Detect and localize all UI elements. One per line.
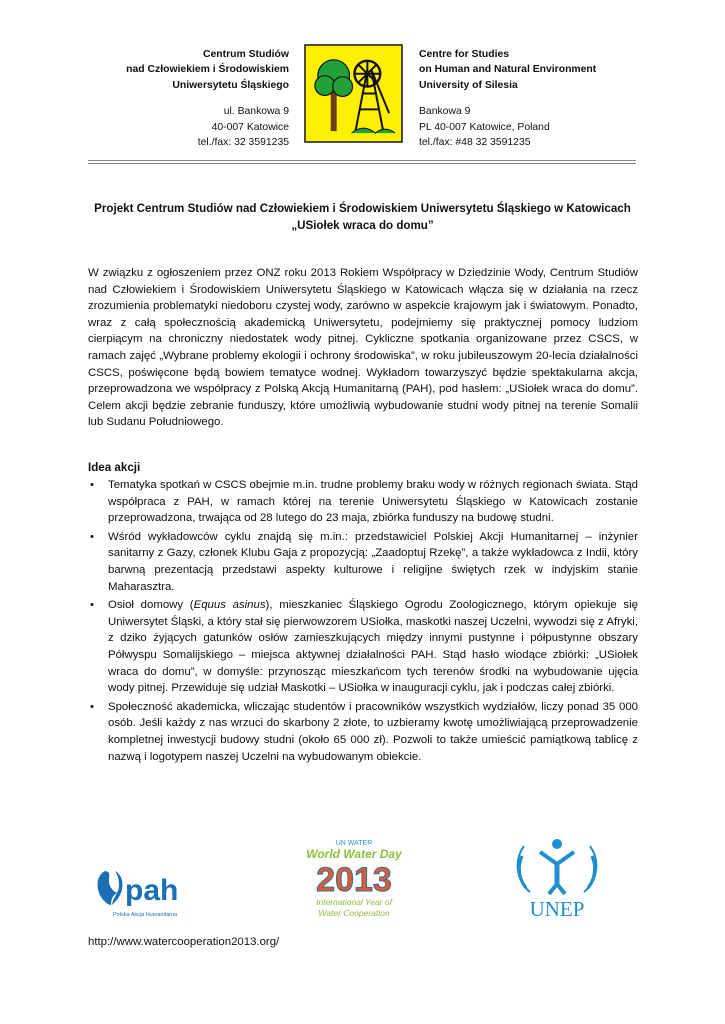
bullet-icon: • xyxy=(90,700,94,713)
address-pl-phone: tel./fax: 32 3591235 xyxy=(197,137,289,149)
wwd-top: UN WATER xyxy=(335,840,373,847)
header-divider-bottom xyxy=(88,163,636,164)
section-heading: Idea akcji xyxy=(88,461,141,474)
institution-name-en-line3: University of Silesia xyxy=(419,79,518,91)
list-item xyxy=(88,699,638,765)
bullet-text-3-post: ), mieszkaniec Śląskiego Ogrodu Zoologicznego, którym opiekuje się Uniwersytet Śląski, a który stał się pierwowzorem USiołka, maskotki naszej Uczelni, wywodzi się z Afryki, z dziko żyjących gatunków osłów zamieszkujących między innymi pustynne i półpustynne obszary Półwyspu Somalijskiego – miejsca aktywnej działalności PAH. Stąd hasło wiodące zbiórki: „USiołek wraca do domu”, w domyśle: przynosząc mieszkańcom tych terenów środki na wybudowanie ujęcia wody pitnej. Przewiduje się udział Maskotki – USiołka w inauguracji cyklu, jak i podczas całej zbiórki. xyxy=(108,599,638,695)
unep-emblem-icon xyxy=(518,839,597,894)
institution-name-en-line2: on Human and Natural Environment xyxy=(419,64,597,76)
institution-name-en-line1: Centre for Studies xyxy=(419,49,510,60)
document-title xyxy=(60,200,665,234)
address-en-street: Bankowa 9 xyxy=(419,106,471,118)
wwd-line1: World Water Day xyxy=(306,847,402,861)
header-right-block xyxy=(419,47,659,150)
intro-paragraph: W związku z ogłoszeniem przez ONZ roku 2013 Rokiem Współpracy w Dziedzinie Wody, Centrum Studiów nad Człowiekiem i Środowiskiem Uniwersytetu Śląskiego w Katowicach włącza się w działania na rzecz zrozumienia problematyki niedoboru czystej wody, zarówno w aspekcie krajowym jak i światowym. Ponadto, wraz z całą społecznością akademicką Uniwersytetu, podejmiemy się praktycznej pomocy ludziom cierpiącym na chroniczny niedostatek wody pitnej. Cykliczne spotkania organizowane przez CSCS, w ramach zajęć „Wybrane problemy ekologii i ochrony środowiska”, w roku jubileuszowym 20-lecia działalności CSCS, poświęcone będą bowiem tematyce wodnej. Wykładom towarzyszyć będzie spektakularna akcja, przeprowadzona we współpracy z Polską Akcją Humanitarną (PAH), pod hasłem: „USiołek wraca do domu”. Celem akcji będzie zebranie funduszy, które umożliwią wybudowanie studni wody pitnej na terenie Somalii lub Sudanu Południowego. xyxy=(88,267,638,429)
bullet-text-4: Społeczność akademicka, wliczając studentów i pracowników wszystkich wydziałów, liczy ponad 35 000 osób. Jeśli każdy z nas wrzuci do skarbony 2 złote, to uzbieramy kwotę umożliwiającą przeprowadzenie kompletnej inwestycji budowy studni (około 65 000 zł). Pozwoli to także umieścić pamiątkową tablicę z nazwą i logotypem naszej Uczelni na wybudowanym obiekcie. xyxy=(108,700,638,763)
bullet-icon: • xyxy=(90,479,94,491)
unep-text: UNEP xyxy=(529,897,585,920)
address-en-phone: tel./fax: #48 32 3591235 xyxy=(419,137,531,149)
bullet-icon: • xyxy=(90,530,94,543)
title-line2: „USiołek wraca do domu” xyxy=(291,219,434,232)
pah-text: pah xyxy=(125,874,179,907)
header-divider-top xyxy=(88,160,636,161)
footer-url[interactable]: http://www.watercooperation2013.org/ xyxy=(88,936,280,948)
wwd-year: 2013 xyxy=(316,861,392,899)
institution-name-pl-line2: nad Człowiekiem i Środowiskiem xyxy=(126,64,289,76)
title-line1: Projekt Centrum Studiów nad Człowiekiem i Środowiskiem Uniwersytetu Śląskiego w Katowicach xyxy=(94,202,631,215)
address-pl-street: ul. Bankowa 9 xyxy=(223,106,289,118)
bullet-text-1: Tematyka spotkań w CSCS obejmie m.in. trudne problemy braku wody w różnych regionach świata. Stąd współpraca z PAH, w ramach której na terenie Uniwersytetu Śląskiego w Katowicach zostanie przeprowadzona, trwająca od 28 lutego do 23 maja, zbiórka funduszy na budowę studni. xyxy=(108,479,638,525)
pah-subtitle: Polska Akcja Humanitarna xyxy=(113,912,178,918)
pah-heart-icon xyxy=(98,871,123,905)
wwd-line3: Water Cooperation xyxy=(318,908,390,918)
header-left-block xyxy=(60,47,289,150)
institution-name-pl-line1: Centrum Studiów xyxy=(202,49,289,60)
bullet-icon: • xyxy=(90,599,94,612)
bullet-text-2: Wśród wykładowców cyklu znajdą się m.in.: przedstawiciel Polskiej Akcji Humanitarnej – inżynier sanitarny z Gazy, członek Klubu Gaja z propozycją: „Zaadoptuj Rzekę”, a także wykładowca z Indii, który barwną prezentacją przedstawi aspekty kulturowe i religijne świętych rzek w indyjskim stanie Maharasztra. xyxy=(108,530,638,593)
institution-name-pl-line3: Uniwersytetu Śląskiego xyxy=(172,79,289,91)
list-item xyxy=(88,477,638,527)
bullet-text-3-pre: Osioł domowy ( xyxy=(108,599,194,612)
bullet-text-3-italic: Equus asinus xyxy=(193,599,266,612)
address-pl-city: 40-007 Katowice xyxy=(211,121,289,133)
wwd-line2: International Year of xyxy=(316,897,392,907)
bullet-list xyxy=(88,477,638,767)
pah-logo xyxy=(95,865,210,925)
address-en-city: PL 40-007 Katowice, Poland xyxy=(419,121,550,133)
university-logo xyxy=(304,44,403,143)
list-item xyxy=(88,529,638,595)
world-water-day-logo xyxy=(298,836,410,924)
unep-logo xyxy=(514,826,600,920)
list-item xyxy=(88,597,638,697)
